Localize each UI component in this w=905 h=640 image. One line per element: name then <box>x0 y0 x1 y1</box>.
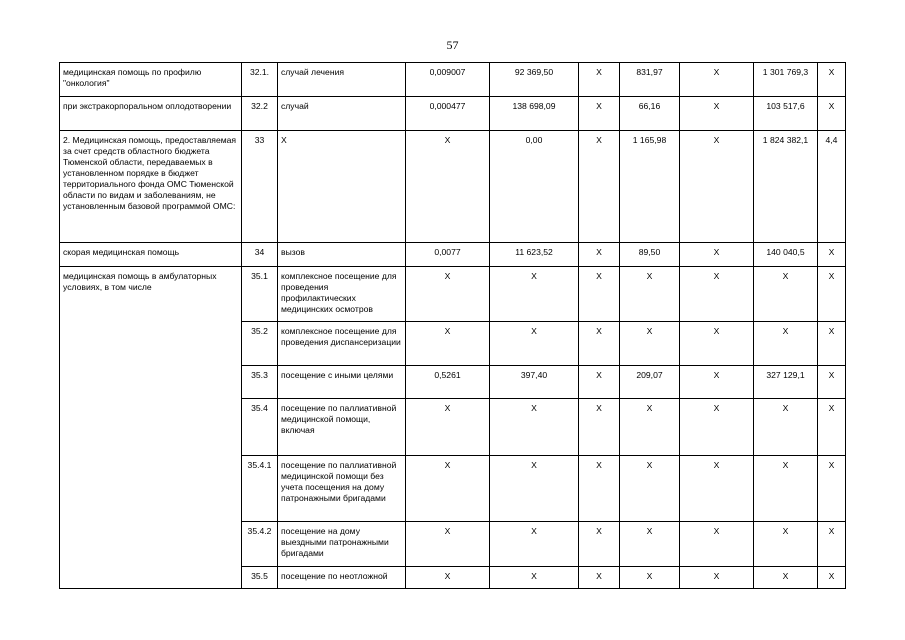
cell-value: X <box>754 399 818 456</box>
table-row <box>60 63 846 97</box>
row-unit: вызов <box>278 243 406 267</box>
cell-value: X <box>490 322 579 366</box>
row-description: медицинская помощь по профилю "онкология" <box>60 63 242 97</box>
row-number: 35.2 <box>242 322 278 366</box>
table-row <box>60 97 846 131</box>
cell-value: X <box>620 456 680 522</box>
cell-value: 66,16 <box>620 97 680 131</box>
cell-value: X <box>680 267 754 322</box>
cell-value: X <box>754 267 818 322</box>
cell-value: X <box>490 399 579 456</box>
cell-value: 89,50 <box>620 243 680 267</box>
cell-value: X <box>579 522 620 567</box>
cell-value: X <box>620 322 680 366</box>
cell-value: X <box>680 63 754 97</box>
row-unit: посещение по паллиативной медицинской помощи без учета посещения на дому патронажными бригадами <box>278 456 406 522</box>
row-unit: X <box>278 131 406 243</box>
cell-value: X <box>579 456 620 522</box>
cell-value: X <box>406 456 490 522</box>
cell-value: X <box>490 267 579 322</box>
cell-value: 1 824 382,1 <box>754 131 818 243</box>
cell-value: X <box>818 322 846 366</box>
cell-value: 397,40 <box>490 366 579 399</box>
row-number: 35.4 <box>242 399 278 456</box>
cell-value: X <box>490 456 579 522</box>
cell-value: X <box>754 567 818 589</box>
cell-value: X <box>818 63 846 97</box>
cell-value: 138 698,09 <box>490 97 579 131</box>
row-unit: посещение с иными целями <box>278 366 406 399</box>
cell-value: X <box>818 97 846 131</box>
row-number: 35.3 <box>242 366 278 399</box>
cell-value: 0,0077 <box>406 243 490 267</box>
cell-value: X <box>818 456 846 522</box>
cell-value: X <box>579 243 620 267</box>
cell-value: X <box>490 522 579 567</box>
cell-value: 92 369,50 <box>490 63 579 97</box>
cell-value: X <box>406 522 490 567</box>
cell-value: X <box>579 63 620 97</box>
row-unit: посещение на дому выездными патронажными бригадами <box>278 522 406 567</box>
cell-value: X <box>680 522 754 567</box>
cell-value: X <box>406 267 490 322</box>
cell-value: 1 165,98 <box>620 131 680 243</box>
cell-value: X <box>754 456 818 522</box>
group-description: медицинская помощь в амбулаторных условиях, в том числе <box>60 267 242 589</box>
cell-value: X <box>680 243 754 267</box>
row-number: 35.5 <box>242 567 278 589</box>
cell-value: 4,4 <box>818 131 846 243</box>
cell-value: X <box>620 399 680 456</box>
cell-value: 831,97 <box>620 63 680 97</box>
cell-value: 1 301 769,3 <box>754 63 818 97</box>
row-number: 32.2 <box>242 97 278 131</box>
cell-value: X <box>680 366 754 399</box>
cell-value: X <box>579 97 620 131</box>
cell-value: X <box>680 131 754 243</box>
cell-value: 103 517,6 <box>754 97 818 131</box>
row-description: 2. Медицинская помощь, предоставляемая за счет средств областного бюджета Тюменской области, передаваемых в установленном порядке в бюджет территориального фонда ОМС Тюменской области по видам и заболеваниям, не установленным базовой программой ОМС: <box>60 131 242 243</box>
cell-value: X <box>620 522 680 567</box>
cell-value: X <box>620 567 680 589</box>
row-unit: комплексное посещение для проведения диспансеризации <box>278 322 406 366</box>
cell-value: X <box>680 322 754 366</box>
cell-value: 11 623,52 <box>490 243 579 267</box>
cell-value: 0,000477 <box>406 97 490 131</box>
table-row <box>60 243 846 267</box>
cell-value: X <box>579 131 620 243</box>
cell-value: X <box>406 399 490 456</box>
row-number: 34 <box>242 243 278 267</box>
cell-value: X <box>754 322 818 366</box>
row-number: 33 <box>242 131 278 243</box>
cell-value: 0,00 <box>490 131 579 243</box>
cell-value: 0,009007 <box>406 63 490 97</box>
cell-value: 140 040,5 <box>754 243 818 267</box>
row-number: 35.4.2 <box>242 522 278 567</box>
cell-value: X <box>680 456 754 522</box>
row-number: 32.1. <box>242 63 278 97</box>
cell-value: X <box>754 522 818 567</box>
cell-value: X <box>406 131 490 243</box>
cell-value: X <box>579 322 620 366</box>
cell-value: X <box>818 243 846 267</box>
table-row <box>60 267 846 322</box>
cell-value: X <box>620 267 680 322</box>
row-number: 35.4.1 <box>242 456 278 522</box>
cell-value: X <box>579 267 620 322</box>
cell-value: X <box>818 366 846 399</box>
cell-value: X <box>490 567 579 589</box>
cell-value: X <box>680 399 754 456</box>
cell-value: X <box>818 522 846 567</box>
row-unit: комплексное посещение для проведения профилактических медицинских осмотров <box>278 267 406 322</box>
cell-value: X <box>818 567 846 589</box>
cell-value: X <box>406 322 490 366</box>
row-number: 35.1 <box>242 267 278 322</box>
row-unit: посещение по паллиативной медицинской помощи, включая <box>278 399 406 456</box>
financing-table <box>59 62 846 589</box>
page-number: 57 <box>446 38 459 52</box>
cell-value: X <box>680 97 754 131</box>
row-description: скорая медицинская помощь <box>60 243 242 267</box>
cell-value: X <box>818 399 846 456</box>
row-unit: случай <box>278 97 406 131</box>
cell-value: 0,5261 <box>406 366 490 399</box>
cell-value: X <box>680 567 754 589</box>
cell-value: X <box>579 567 620 589</box>
table-row <box>60 131 846 243</box>
row-unit: посещение по неотложной <box>278 567 406 589</box>
cell-value: 327 129,1 <box>754 366 818 399</box>
cell-value: X <box>818 267 846 322</box>
cell-value: X <box>579 366 620 399</box>
row-description: при экстракорпоральном оплодотворении <box>60 97 242 131</box>
cell-value: X <box>579 399 620 456</box>
cell-value: 209,07 <box>620 366 680 399</box>
row-unit: случай лечения <box>278 63 406 97</box>
cell-value: X <box>406 567 490 589</box>
